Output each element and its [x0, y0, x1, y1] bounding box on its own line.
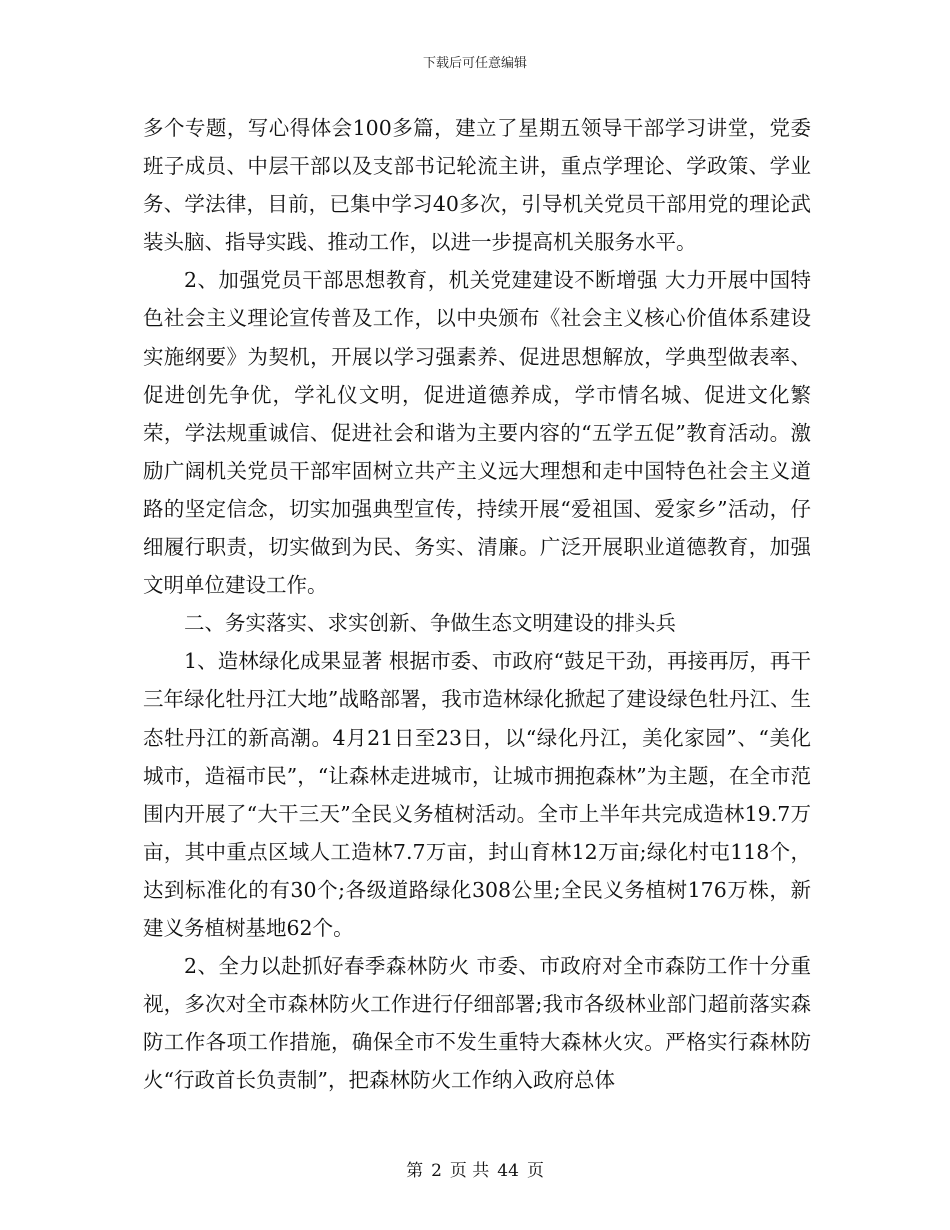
footer-total-pages: 44: [497, 1161, 519, 1181]
footer-suffix: 页: [526, 1161, 544, 1181]
document-body: [143, 109, 811, 1099]
section-heading-ecology: 二、务实落实、求实创新、争做生态文明建设的排头兵: [184, 611, 676, 636]
page-footer: [0, 1156, 950, 1181]
paragraph-study-continuation: 多个专题，写心得体会100多篇，建立了星期五领导干部学习讲堂，党委班子成员、中层干部以及支部书记轮流主讲，重点学理论、学政策、学业务、学法律，目前，已集中学习40多次，引导机关党员干部用党的理论武装头脑、指导实践、推动工作，以进一步提高机关服务水平。: [143, 116, 811, 255]
paragraph-afforestation: 1、造林绿化成果显著 根据市委、市政府“鼓足干劲，再接再厉，再干三年绿化牡丹江大地”战略部署，我市造林绿化掀起了建设绿色牡丹江、生态牡丹江的新高潮。4月21日至23日，以“绿化丹江，美化家园”、“美化城市，造福市民”，“让森林走进城市，让城市拥抱森林”为主题，在全市范围内开展了“大干三天”全民义务植树活动。全市上半年共完成造林19.7万亩，其中重点区域人工造林7.7万亩，封山育林12万亩;绿化村屯118个，达到标准化的有30个;各级道路绿化308公里;全民义务植树176万株，新建义务植树基地62个。: [143, 649, 811, 940]
paragraph-fire-prevention: 2、全力以赴抓好春季森林防火 市委、市政府对全市森防工作十分重视，多次对全市森林防火工作进行仔细部署;我市各级林业部门超前落实森防工作各项工作措施，确保全市不发生重特大森林火灾。严格实行森林防火“行政首长负责制”，把森林防火工作纳入政府总体: [143, 954, 811, 1093]
footer-middle: 页 共: [449, 1161, 490, 1181]
footer-prefix: 第: [406, 1161, 424, 1181]
footer-current-page: 2: [431, 1161, 442, 1181]
paragraph-ideological-education: 2、加强党员干部思想教育，机关党建建设不断增强 大力开展中国特色社会主义理论宣传普及工作，以中央颁布《社会主义核心价值体系建设实施纲要》为契机，开展以学习强素养、促进思想解放，学典型做表率、促进创先争优，学礼仪文明，促进道德养成，学市情名城、促进文化繁荣，学法规重诚信、促进社会和谐为主要内容的“五学五促”教育活动。激励广阔机关党员干部牢固树立共产主义远大理想和走中国特色社会主义道路的坚定信念，切实加强典型宣传，持续开展“爱祖国、爱家乡”活动，仔细履行职责，切实做到为民、务实、清廉。广泛开展职业道德教育，加强文明单位建设工作。: [143, 268, 811, 598]
page-header: 下载后可任意编辑: [422, 56, 527, 71]
